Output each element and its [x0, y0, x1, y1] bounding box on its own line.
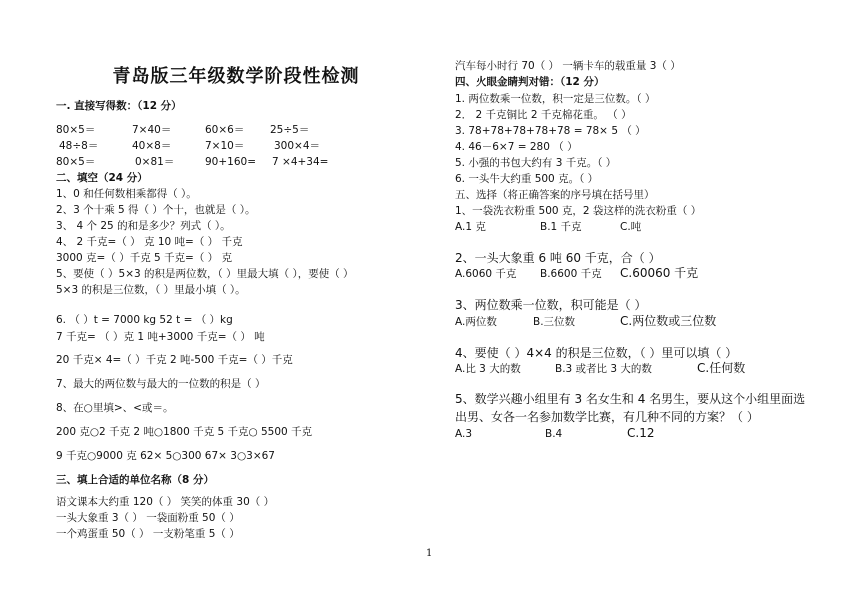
- option-b: B.三位数: [533, 316, 576, 328]
- option-a: A.3: [455, 428, 473, 440]
- judge-line: 2． 2 千克铜比 2 千克棉花重。 （ ）: [455, 109, 632, 121]
- fill-line: 5、要使（ ）5×3 的积是两位数，（ ）里最大填（ ），要使（ ）: [56, 268, 354, 280]
- page-title: 青岛版三年级数学阶段性检测: [112, 66, 360, 87]
- calc-item: 40×8＝: [132, 140, 172, 152]
- compare-line: 200 克○2 千克 2 吨○1800 千克 5 千克○ 5500 千克: [56, 426, 313, 438]
- option-b: B.3 或者比 3 大的数: [555, 363, 652, 375]
- section-4-heading: 四、火眼金睛判对错：（12 分）: [455, 76, 605, 88]
- page-number: 1: [426, 548, 433, 559]
- unit-line: 一个鸡蛋重 50（ ） 一支粉笔重 5（ ）: [56, 528, 240, 540]
- judge-line: 5. 小强的书包大约有 3 千克。（ ）: [455, 157, 617, 169]
- unit-line: 语文课本大约重 120（ ） 笑笑的体重 30（ ）: [56, 496, 275, 508]
- fill-line: 3000 克=（ ）千克 5 千克=（ ） 克: [56, 252, 233, 264]
- calc-item: 7×10＝: [205, 140, 245, 152]
- option-b: B.6600 千克: [540, 268, 602, 280]
- fill-line: 1、0 和任何数相乘都得（ ）。: [56, 188, 197, 200]
- option-a: A.比 3 大的数: [455, 363, 521, 375]
- fill-line: 6. （ ）t = 7000 kg 52 t = （ ）kg: [56, 314, 233, 326]
- judge-line: 3. 78+78+78+78+78 = 78× 5 （ ）: [455, 125, 646, 137]
- option-b: B.4: [545, 428, 563, 440]
- question-stem: 出男、女各一名参加数学比赛，有几种不同的方案？（ ）: [455, 410, 759, 424]
- calc-item: 300×4＝: [274, 140, 321, 152]
- option-c: C.12: [627, 426, 655, 440]
- calc-item: 80×5＝: [56, 124, 96, 136]
- option-c: C.任何数: [697, 361, 746, 375]
- option-c: C.吨: [620, 221, 642, 233]
- calc-item: 90+160=: [205, 156, 256, 168]
- calc-item: 7×40＝: [132, 124, 172, 136]
- fill-line: 4、 2 千克=（ ） 克 10 吨=（ ） 千克: [56, 236, 243, 248]
- calc-item: 48÷8＝: [59, 140, 99, 152]
- option-c: C.两位数或三位数: [620, 314, 717, 328]
- question-stem: 3、两位数乘一位数，积可能是（ ）: [455, 298, 647, 312]
- option-a: A.两位数: [455, 316, 497, 328]
- fill-line: 2、3 个十乘 5 得（ ）个十，也就是（ ）。: [56, 204, 256, 216]
- calc-item: 80×5＝: [56, 156, 96, 168]
- fill-line: 3、 4 个 25 的和是多少？列式（ ）。: [56, 220, 231, 232]
- calc-item: 25÷5＝: [270, 124, 310, 136]
- section-1-heading: 一. 直接写得数：（12 分）: [56, 100, 182, 112]
- fill-line: 8、在○里填>、<或＝。: [56, 402, 174, 414]
- judge-line: 6. 一头牛大约重 500 克。（ ）: [455, 173, 599, 185]
- option-a: A.6060 千克: [455, 268, 517, 280]
- option-a: A.1 克: [455, 221, 486, 233]
- judge-line: 1. 两位数乘一位数，积一定是三位数。（ ）: [455, 93, 656, 105]
- unit-line: 一头大象重 3（ ） 一袋面粉重 50（ ）: [56, 512, 240, 524]
- section-5-heading: 五、选择（将正确答案的序号填在括号里）: [455, 189, 655, 201]
- fill-line: 5×3 的积是三位数，（ ）里最小填（ ）。: [56, 284, 246, 296]
- question-stem: 2、一头大象重 6 吨 60 千克，合（ ）: [455, 251, 661, 265]
- option-c: C.60060 千克: [620, 266, 699, 280]
- section-3-heading: 三、填上合适的单位名称（8 分）: [56, 474, 214, 486]
- continued-line: 汽车每小时行 70（ ） 一辆卡车的载重量 3（ ）: [455, 60, 681, 72]
- question-stem: 1、一袋洗衣粉重 500 克，2 袋这样的洗衣粉重（ ）: [455, 205, 702, 217]
- fill-line: 7 千克= （ ）克 1 吨+3000 千克=（ ） 吨: [56, 331, 265, 343]
- judge-line: 4. 46－6×7 = 280 （ ）: [455, 141, 578, 153]
- section-2-heading: 二、填空（24 分）: [56, 172, 148, 184]
- calc-item: 60×6＝: [205, 124, 245, 136]
- fill-line: 20 千克× 4=（ ）千克 2 吨-500 千克=（ ）千克: [56, 354, 293, 366]
- compare-line: 9 千克○9000 克 62× 5○300 67× 3○3×67: [56, 450, 275, 462]
- question-stem: 4、要使（ ）4×4 的积是三位数，（ ）里可以填（ ）: [455, 346, 738, 360]
- question-stem: 5、数学兴趣小组里有 3 名女生和 4 名男生，要从这个小组里面选: [455, 392, 806, 406]
- calc-item: 0×81＝: [135, 156, 175, 168]
- fill-line: 7、最大的两位数与最大的一位数的积是（ ）: [56, 378, 266, 390]
- option-b: B.1 千克: [540, 221, 582, 233]
- calc-item: 7 ×4+34=: [272, 156, 329, 168]
